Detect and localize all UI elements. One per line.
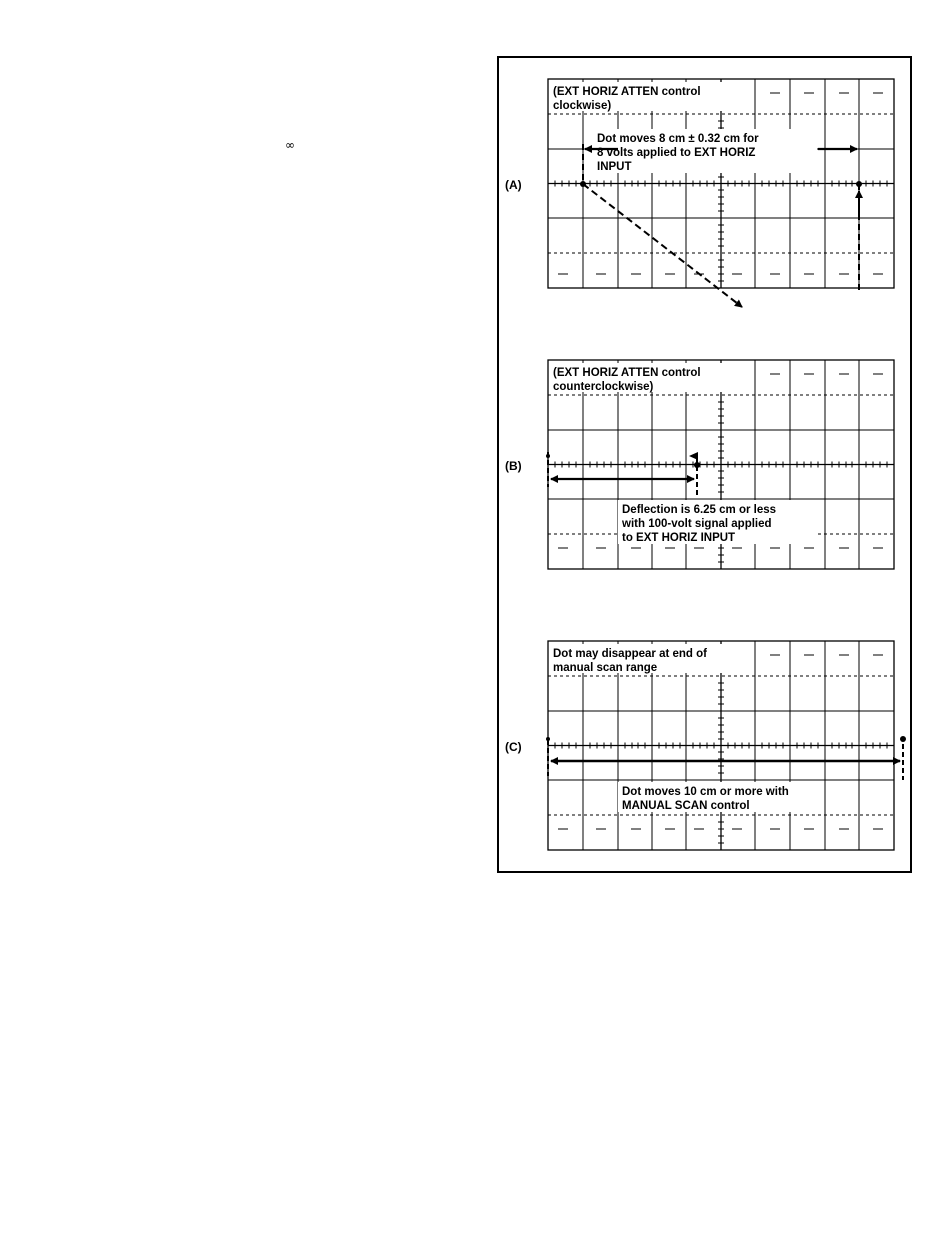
panel-a-label: (A)	[505, 178, 522, 192]
panel-b-measurement	[546, 452, 700, 497]
panel-b-label: (B)	[505, 459, 522, 473]
panel-c-caption: Dot moves 10 cm or more with MANUAL SCAN control	[622, 786, 789, 812]
panel-c	[505, 641, 906, 850]
panel-a-caption: Dot moves 8 cm ± 0.32 cm for 8 volts applied to EXT HORIZ INPUT	[597, 133, 759, 173]
panel-b	[505, 360, 894, 569]
panel-a	[505, 79, 894, 307]
panel-c-top-note: Dot may disappear at end of manual scan range	[553, 648, 708, 674]
panel-a-top-note: (EXT HORIZ ATTEN control clockwise)	[553, 86, 701, 112]
panel-b-caption: Deflection is 6.25 cm or less with 100-volt signal applied to EXT HORIZ INPUT	[622, 504, 777, 544]
panel-c-label: (C)	[505, 740, 522, 754]
infinity-symbol: ∞	[285, 138, 295, 152]
panel-b-top-note: (EXT HORIZ ATTEN control counterclockwise)	[553, 367, 701, 393]
